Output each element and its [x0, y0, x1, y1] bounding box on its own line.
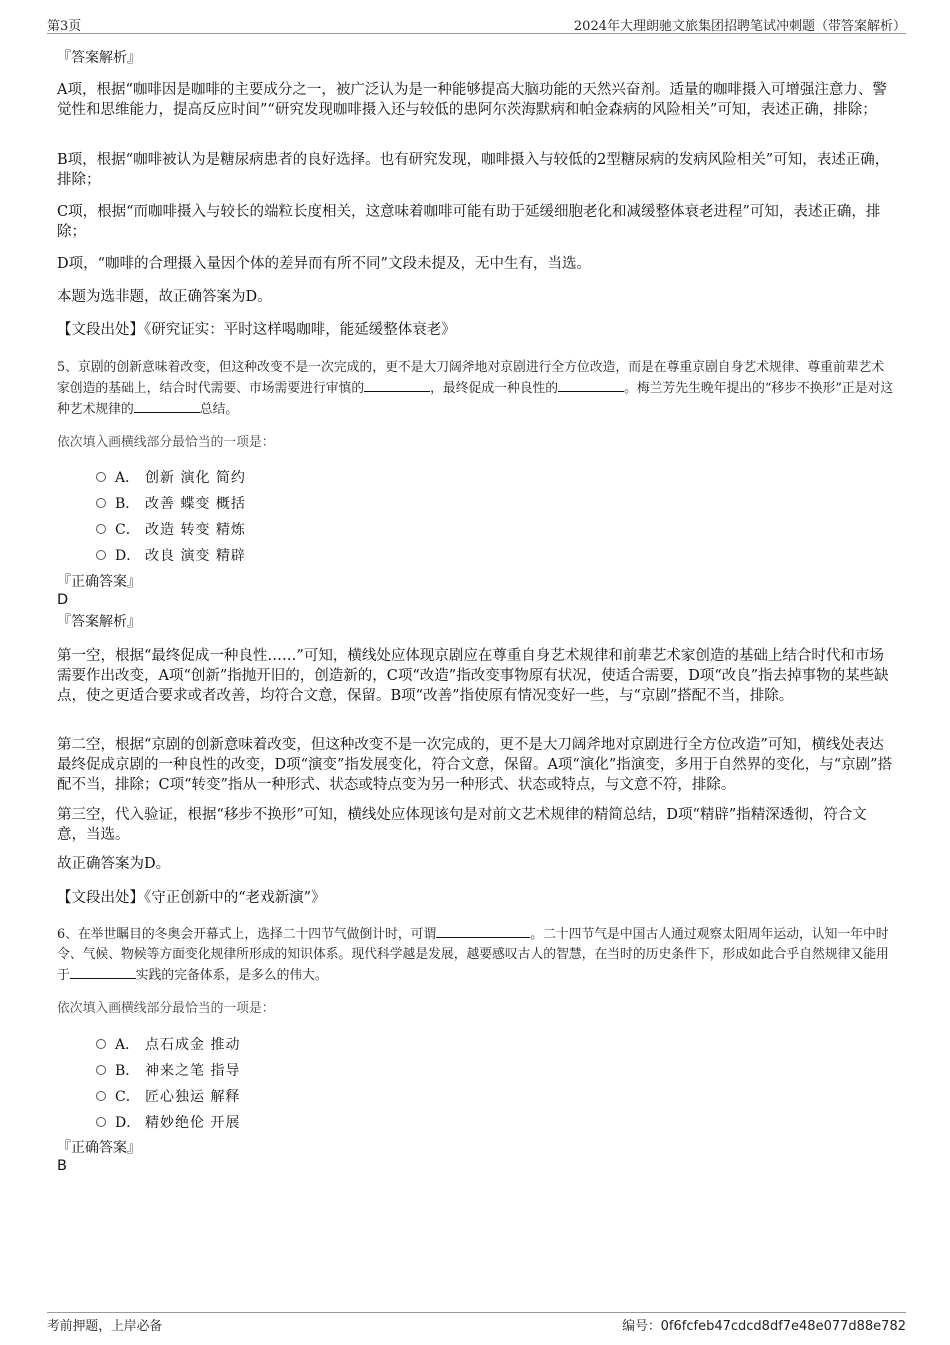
q6-instruction: 依次填入画横线部分最恰当的一项是：: [57, 1001, 275, 1016]
radio-button-icon[interactable]: [96, 1117, 106, 1127]
q5-explanation-2: 第二空，根据“京剧的创新意味着改变，但这种改变不是一次完成的，更不是大刀阔斧地对京剧进行全方位改造”可知，横线处表达最终促成京剧的一种良性的改变，D项“演变”指发展变化，符合文意，保留。A项“演化”指演变，多用于自然界的变化，与“京剧”搭配不当，排除；C项“转变”指从一种形式、状态或特点变为另一种形式、状态或特点，与文意不符，排除。: [57, 737, 893, 793]
q4-explanation-c: C项，根据“而咖啡摄入与较长的端粒长度相关，这意味着咖啡可能有助于延缓细胞老化和减缓整体衰老进程”可知，表述正确，排除；: [57, 204, 881, 240]
page-number: 第3页: [47, 19, 82, 34]
footer-slogan: 考前押题，上岸必备: [47, 1319, 163, 1334]
q5-blank-1: [364, 378, 430, 392]
q5-explanation-heading: 『答案解析』: [57, 614, 141, 630]
radio-button-icon[interactable]: [96, 550, 106, 560]
q4-explanation-heading: 『答案解析』: [57, 50, 141, 66]
page-footer: [47, 1312, 906, 1333]
q5-instruction: 依次填入画横线部分最恰当的一项是：: [57, 435, 275, 450]
q6-stem: 6、在举世瞩目的冬奥会开幕式上，选择二十四节气做倒计时，可谓 。二十四节气是中国古人通过观察太阳周年运动，认知一年中时令、气候、物候等方面变化规律所形成的知识体系。现代科学越是发展，越要感叹古人的智慧，在当时的历史条件下，形成如此合乎自然规律又能用于 实践的完备体系，是多么的伟大。: [57, 924, 895, 986]
q5-stem: 5、京剧的创新意味着改变，但这种改变不是一次完成的，更不是大刀阔斧地对京剧进行全方位改造，而是在尊重京剧自身艺术规律、尊重前辈艺术家创造的基础上，结合时代需要、市场需要进行审慎的 ，最终促成一种良性的 。梅兰芳先生晚年提出的“移步不换形”正是对这种艺术规律的 总结。: [57, 360, 894, 417]
radio-button-icon[interactable]: [96, 1039, 106, 1049]
q5-explanation-3: 第三空，代入验证，根据“移步不换形”可知，横线处应体现该句是对前文艺术规律的精简总结，D项“精辟”指精深透彻，符合文意，当选。: [57, 807, 867, 843]
q5-conclusion: 故正确答案为D。: [57, 856, 171, 872]
q4-explanation-a: A项，根据“咖啡因是咖啡的主要成分之一，被广泛认为是一种能够提高大脑功能的天然兴奋剂。适量的咖啡摄入可增强注意力、警觉性和思维能力，提高反应时间”“研究发现咖啡摄入还与较低的患阿尔茨海默病和帕金森病的风险相关”可知，表述正确，排除；: [57, 82, 887, 118]
q4-source: 【文段出处】《研究证实：平时这样喝咖啡，能延缓整体衰老》: [57, 322, 456, 338]
radio-button-icon[interactable]: [96, 498, 106, 508]
q6-answer: B: [57, 1158, 67, 1174]
q6-answer-heading: 『正确答案』: [57, 1140, 141, 1156]
q5-answer-heading: 『正确答案』: [57, 574, 141, 590]
document-title: 2024年大理朗驰文旅集团招聘笔试冲刺题（带答案解析）: [573, 19, 906, 34]
radio-button-icon[interactable]: [96, 524, 106, 534]
q5-blank-3: [134, 399, 200, 413]
radio-button-icon[interactable]: [96, 472, 106, 482]
q4-explanation-d: D项，“咖啡的合理摄入量因个体的差异而有所不同”文段未提及，无中生有，当选。: [57, 256, 591, 272]
q6-blank-1: [436, 924, 530, 938]
q5-answer: D: [57, 592, 69, 608]
q4-conclusion: 本题为选非题，故正确答案为D。: [57, 289, 272, 305]
q5-explanation-1: 第一空，根据“最终促成一种良性……”可知，横线处应体现京剧应在尊重自身艺术规律和前辈艺术家创造的基础上结合时代和市场需要作出改变，A项“创新”指抛开旧的，创造新的，C项“改造”指改变事物原有状况，使适合需要，D项“改良”指去掉事物的某些缺点，使之更适合要求或者改善，均符合文意，保留。B项“改善”指使原有情况变好一些，与“京剧”搭配不当，排除。: [57, 648, 889, 704]
q5-blank-2: [558, 378, 624, 392]
q6-blank-2: [70, 965, 136, 979]
document-code: 编号：0f6fcfeb47cdcd8df7e48e077d88e782: [622, 1319, 906, 1334]
radio-button-icon[interactable]: [96, 1091, 106, 1101]
q5-source: 【文段出处】《守正创新中的“老戏新演”》: [57, 890, 326, 906]
radio-button-icon[interactable]: [96, 1065, 106, 1075]
page-header: [47, 14, 906, 34]
q4-explanation-b: B项，根据“咖啡被认为是糖尿病患者的良好选择。也有研究发现，咖啡摄入与较低的2型糖尿病的发病风险相关”可知，表述正确，排除；: [57, 152, 890, 188]
